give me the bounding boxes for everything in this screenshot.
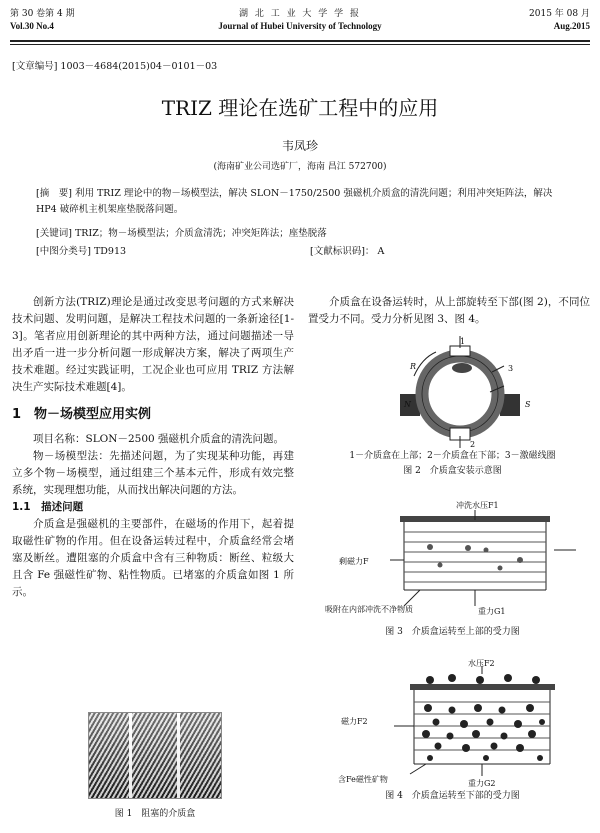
- figure-2-caption: 图 2 介质盒安装示意图: [403, 466, 502, 476]
- left-column: [12, 294, 294, 601]
- mineral-particles: [452, 363, 472, 373]
- fig4-label-iron-mineral: 含Fe磁性矿物: [338, 775, 388, 784]
- affiliation: (海南矿业公司选矿厂，海南 昌江 572700): [213, 162, 387, 172]
- abstract: [36, 186, 566, 218]
- abstract-label: [摘 要]: [36, 188, 72, 199]
- figure-2-diagram: [392, 336, 532, 448]
- abstract-text: 利用 TRIZ 理论中的物－场模型法，解决 SLON－1750/2500 强磁机介质盒的清洗问题；利用冲突矩阵法，解决 HP4 破碎机主机架座垫脱落问题。: [36, 188, 553, 215]
- figure-1-photo: [88, 712, 222, 799]
- keywords-label: [关键词]: [36, 228, 72, 239]
- doc-code: [文献标识码]： A: [310, 246, 385, 257]
- figure-4-diagram: [390, 666, 580, 778]
- keywords: [36, 226, 566, 242]
- header-rule: [10, 40, 590, 42]
- clc: [中图分类号] TD913: [36, 246, 127, 257]
- subsection-1-1-heading: 1.1 描述问题: [12, 501, 84, 513]
- header-rule-thin: [10, 44, 590, 45]
- fig3-label-water: 冲洗水压F1: [456, 501, 499, 510]
- right-paragraph: 介质盒在设备运转时，从上部旋转至下部(图 2)，不同位置受力不同。受力分析见图 3、图 4。: [308, 296, 590, 325]
- author: 韦凤珍: [281, 139, 318, 153]
- right-column-text: [308, 294, 590, 328]
- fig4-label-gravity: 重力G2: [468, 779, 496, 788]
- fig3-label-adsorbed: 吸附在内部冲洗不净物质: [325, 605, 413, 614]
- fig4-label-water: 水压F2: [468, 659, 495, 668]
- project-paragraph: 项目名称：SLON－2500 强磁机介质盒的清洗问题。: [33, 433, 285, 445]
- article-id: [文章编号] 1003－4684(2015)04－0101－03: [12, 61, 218, 72]
- fig3-label-gravity: 重力G1: [478, 607, 506, 616]
- journal-date: 2015 年 08 月 Aug.2015: [529, 9, 590, 31]
- method-paragraph: 物－场模型法：先描述问题，为了实现某种功能，再建立多个物－场模型，通过组建三个基本元件，形成有效完整系统，实现理想功能，从而找出解决问题的方法。: [12, 450, 294, 496]
- figure-1-caption: 图 1 阻塞的介质盒: [114, 809, 196, 819]
- journal-name: 湖 北 工 业 大 学 学 报 Journal of Hubei University of Technology: [218, 9, 382, 31]
- fig3-label-residual: 剩磁力F: [339, 557, 369, 566]
- description-paragraph: 介质盒是强磁机的主要部件，在磁场的作用下，起着提取磁性矿物的作用。但在设备运转过程中，介质盒经常会堵塞及断丝。遭阻塞的介质盒中含有三种物质：断丝、粒级大且含 Fe 强磁性矿物、粘性物质。已堵塞的介质盒如图 1 所示。: [12, 518, 294, 598]
- figure-2-legend: 1－介质盒在上部；2－介质盒在下部；3－激磁线圈: [349, 451, 556, 461]
- intro-paragraph: 创新方法(TRIZ)理论是通过改变思考问题的方式来解决技术问题、发明问题，是解决工程技术问题的一条新途径[1-3]。笔者应用创新理论的其中两种方法，通过问题描述一导出矛盾一进一步分析问题一形成解决方案，解决了两项生产技术难题。经过实践证明，工况企业也可应用 TRIZ 方法解决生产实际技术难题[4]。: [12, 296, 294, 393]
- fig4-label-magnetic: 磁力F2: [341, 717, 368, 726]
- page-title: TRIZ 理论在选矿工程中的应用: [161, 96, 439, 120]
- figure-4-caption: 图 4 介质盒运转至下部的受力图: [385, 791, 520, 801]
- figure-3-diagram: [390, 510, 580, 610]
- section-1-heading: 1 物－场模型应用实例: [12, 407, 152, 422]
- journal-volume: 第 30 卷第 4 期 Vol.30 No.4: [10, 9, 75, 31]
- keywords-text: TRIZ；物－场模型法；介质盒清洗；冲突矩阵法；座垫脱落: [74, 228, 327, 239]
- figure-3-caption: 图 3 介质盒运转至上部的受力图: [385, 627, 520, 637]
